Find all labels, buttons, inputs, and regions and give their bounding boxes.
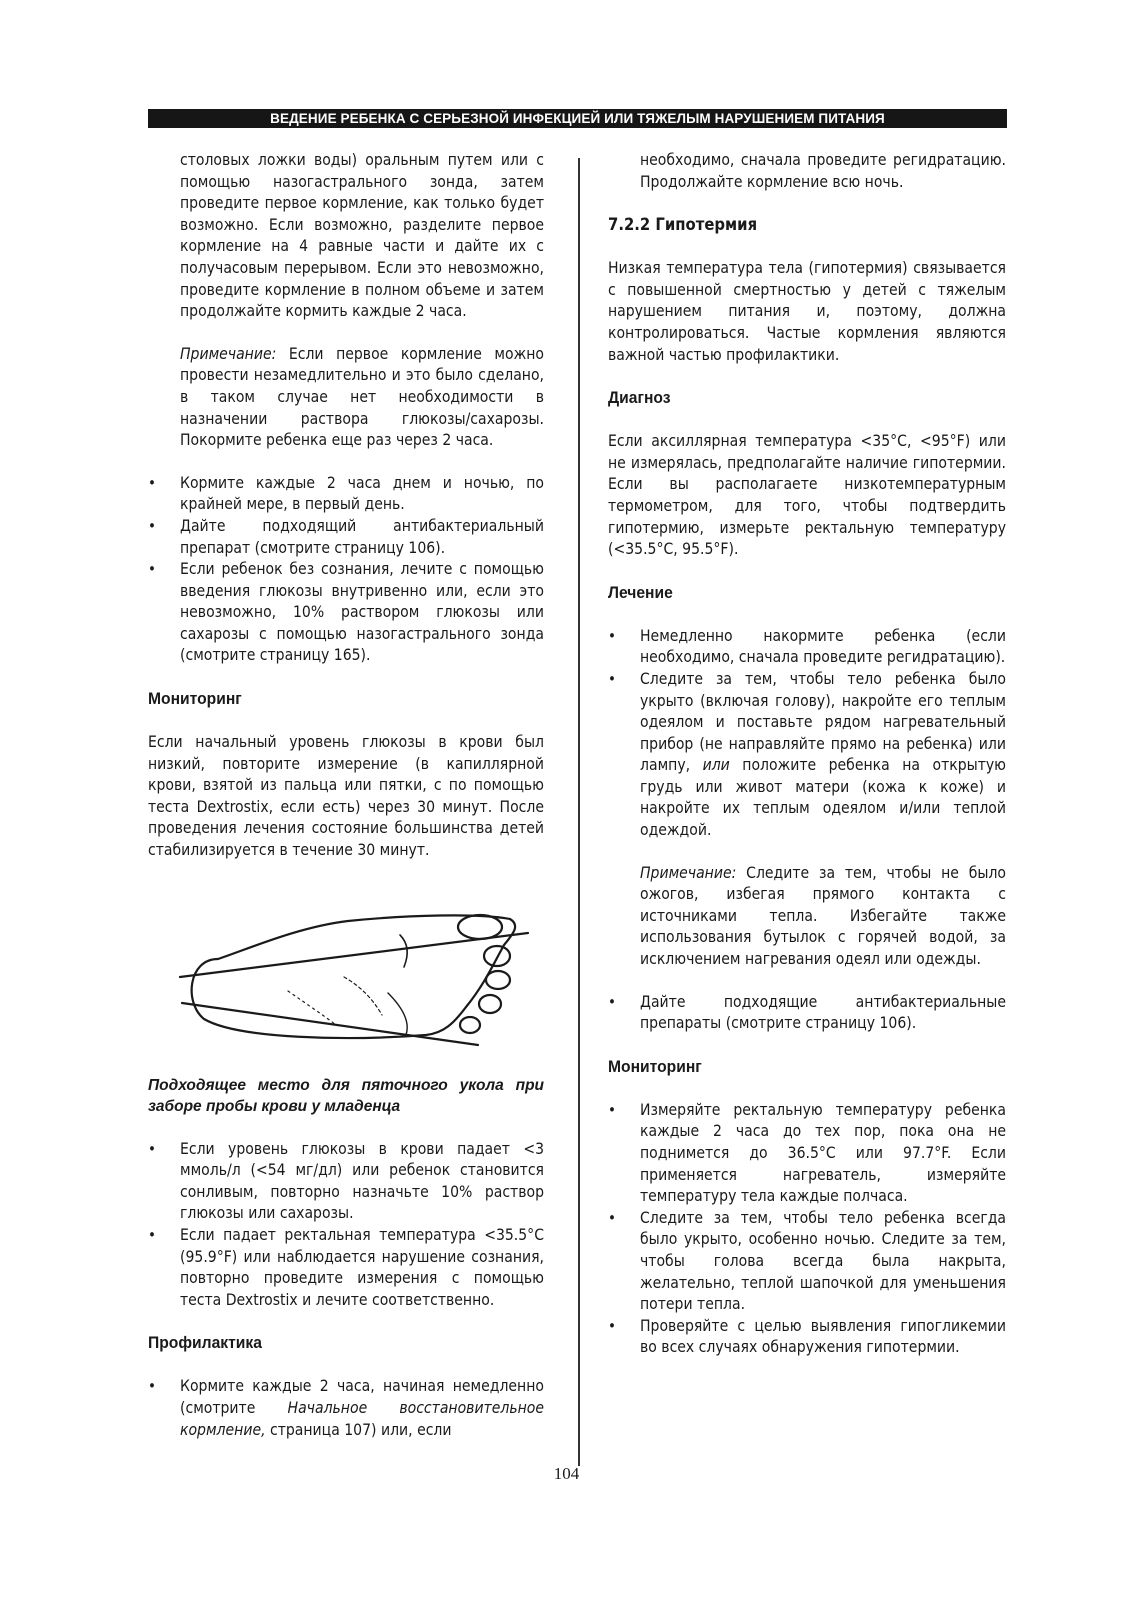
toe-3	[486, 971, 510, 989]
bullet-icon: •	[608, 1316, 616, 1335]
list-item-text: Если падает ректальная температура <35.5°C (95.9°F) или наблюдается нарушение сознания, повторно проведите измерения с помощью теста Dextrostix и лечите соответственно.	[180, 1226, 544, 1309]
list-item-text: Дайте подходящий антибактериальный препарат (смотрите страницу 106).	[180, 516, 544, 557]
bullet-list-antibacterial	[608, 992, 1006, 1035]
list-item-text-start: Следите за тем, чтобы тело ребенка было укрыто (включая голову), накройте его теплым одеялом и поставьте рядом нагревательный прибор (не направляйте прямо на ребенка) или лампу,	[640, 669, 1006, 775]
bullet-icon: •	[608, 626, 616, 645]
diagnosis-paragraph: Если аксиллярная температура <35°C, <95°F) или не измерялась, предполагайте наличие гипотермии. Если вы располагаете низкотемпературным термометром, для того, чтобы подтвердить гипотермию, измерьте ректальную температуру (<35.5°C, 95.5°F).	[608, 432, 1006, 559]
running-header: ВЕДЕНИЕ РЕБЕНКА С СЕРЬЕЗНОЙ ИНФЕКЦИЕЙ ИЛИ ТЯЖЕЛЫМ НАРУШЕНИЕМ ПИТАНИЯ	[148, 109, 1007, 128]
note-label: Примечание:	[180, 344, 277, 363]
monitoring-heading-left: Мониторинг	[148, 689, 242, 709]
list-item	[608, 626, 1006, 669]
bullet-list-monitoring	[148, 1139, 544, 1312]
bullet-icon: •	[148, 1139, 156, 1158]
list-item	[608, 669, 1006, 842]
list-item	[608, 1208, 1006, 1316]
list-item-text: Кормите каждые 2 часа днем и ночью, по крайней мере, в первый день.	[180, 473, 544, 514]
bullet-list-feeding	[148, 473, 544, 667]
prevention-heading: Профилактика	[148, 1333, 262, 1353]
toe-4	[479, 995, 501, 1013]
toe-1	[458, 915, 502, 939]
foot-outline	[192, 915, 515, 1038]
toe-5	[460, 1017, 480, 1033]
bullet-icon: •	[608, 1208, 616, 1227]
list-item	[148, 1376, 544, 1441]
list-item	[148, 1139, 544, 1225]
note-text: Если первое кормление можно провести незамедлительно и это было сделано, в таком случае нет необходимости в назначении раствора глюкозы/сахарозы. Покормите ребенка еще раз через 2 часа.	[180, 344, 544, 450]
treatment-heading: Лечение	[608, 582, 673, 602]
bullet-list-treatment	[608, 626, 1006, 842]
bullet-icon: •	[608, 669, 616, 688]
list-item-text-italic: или	[702, 756, 730, 775]
list-item-text: Если ребенок без сознания, лечите с помощью введения глюкозы внутривенно или, если это невозможно, 10% раствором глюкозы или сахарозы с помощью назогастрального зонда (смотрите страницу 165).	[180, 560, 544, 665]
foot-heel-prick-illustration	[148, 883, 544, 1053]
intro-paragraph: столовых ложки воды) оральным путем или с помощью назогастрального зонда, затем проведите первое кормление, как только будет возможно. Если возможно, разделите первое кормление на 4 равные части и дайте их с получасовым перерывом. Если это невозможно, проведите кормление в полном объеме и затем продолжайте кормить каждые 2 часа.	[180, 151, 544, 321]
bullet-icon: •	[148, 560, 156, 579]
list-item-text: Дайте подходящие антибактериальные препараты (смотрите страницу 106).	[640, 992, 1006, 1033]
bullet-icon: •	[148, 473, 156, 492]
figure-caption: Подходящее место для пяточного укола при заборе пробы крови у младенца	[148, 1076, 544, 1115]
list-item-text-end: страница 107) или, если	[265, 1420, 452, 1439]
list-item	[148, 559, 544, 667]
diagnosis-heading: Диагноз	[608, 388, 671, 408]
left-column	[148, 150, 544, 1462]
sole-crease	[400, 935, 407, 967]
list-item	[608, 992, 1006, 1035]
note-label: Примечание:	[640, 863, 737, 882]
list-item-text: Если уровень глюкозы в крови падает <3 ммоль/л (<54 мг/дл) или ребенок становится сонливым, повторно назначьте 10% раствор глюкозы или сахарозы.	[180, 1139, 544, 1223]
list-item-text: Немедленно накормите ребенка (если необходимо, сначала проведите регидратацию).	[640, 626, 1006, 667]
hypothermia-heading: 7.2.2 Гипотермия	[608, 215, 758, 235]
bullet-icon: •	[148, 1377, 156, 1396]
list-item-text: Проверяйте с целью выявления гипогликемии во всех случаях обнаружения гипотермии.	[640, 1316, 1006, 1357]
list-item-text-end: положите ребенка на открытую грудь или живот матери (кожа к коже) и накройте их теплым одеялом и/или теплой одеждой.	[640, 756, 1006, 840]
list-item	[608, 1316, 1006, 1359]
list-item	[148, 473, 544, 516]
bullet-list-prevention	[148, 1376, 544, 1441]
bullet-icon: •	[148, 516, 156, 535]
column-divider	[578, 158, 580, 1466]
list-item-text: Измеряйте ректальную температуру ребенка каждые 2 часа до тех пор, пока она не поднимется до 36.5°C или 97.7°F. Если применяется нагреватель, измеряйте температуру тела каждые полчаса.	[640, 1100, 1006, 1206]
list-item	[148, 1225, 544, 1311]
note-paragraph	[608, 863, 1006, 971]
continued-paragraph: необходимо, сначала проведите регидратацию. Продолжайте кормление всю ночь.	[640, 151, 1006, 191]
list-item	[608, 1100, 1006, 1208]
sole-crease	[388, 993, 407, 1035]
bullet-icon: •	[148, 1226, 156, 1244]
sole-crease	[344, 977, 382, 1015]
bullet-icon: •	[608, 992, 616, 1011]
monitoring-paragraph: Если начальный уровень глюкозы в крови был низкий, повторите измерение (в капиллярной крови, взятой из пальца или пятки, с по помощью теста Dextrostix, если есть) через 30 минут. После проведения лечения состояние большинства детей стабилизируется в течение 30 минут.	[148, 733, 544, 860]
list-item	[148, 516, 544, 559]
bullet-list-temperature	[608, 1100, 1006, 1359]
note-paragraph	[148, 344, 544, 452]
hypothermia-paragraph: Низкая температура тела (гипотермия) связывается с повышенной смертностью у детей с тяжелым нарушением питания и, поэтому, должна контролироваться. Частые кормления являются важной частью профилактики.	[608, 259, 1006, 364]
right-column	[608, 150, 1006, 1380]
list-item-text: Следите за тем, чтобы тело ребенка всегда было укрыто, особенно ночью. Следите за тем, чтобы голова всегда была накрыта, желательно, теплой шапочкой для уменьшения потери тепла.	[640, 1208, 1006, 1314]
monitoring-heading-right: Мониторинг	[608, 1056, 702, 1076]
note-text: Следите за тем, чтобы не было ожогов, избегая прямого контакта с источниками тепла. Избегайте также использования бутылок с горячей водой, за исключением нагревания одеял или одежды.	[640, 863, 1006, 969]
list-item-text-italic: Начальное восстановительное кормление,	[180, 1398, 544, 1439]
bullet-icon: •	[608, 1100, 616, 1119]
page-number: 104	[553, 1464, 580, 1483]
list-item-text-start: Кормите каждые 2 часа, начиная немедленно (смотрите	[180, 1377, 544, 1417]
